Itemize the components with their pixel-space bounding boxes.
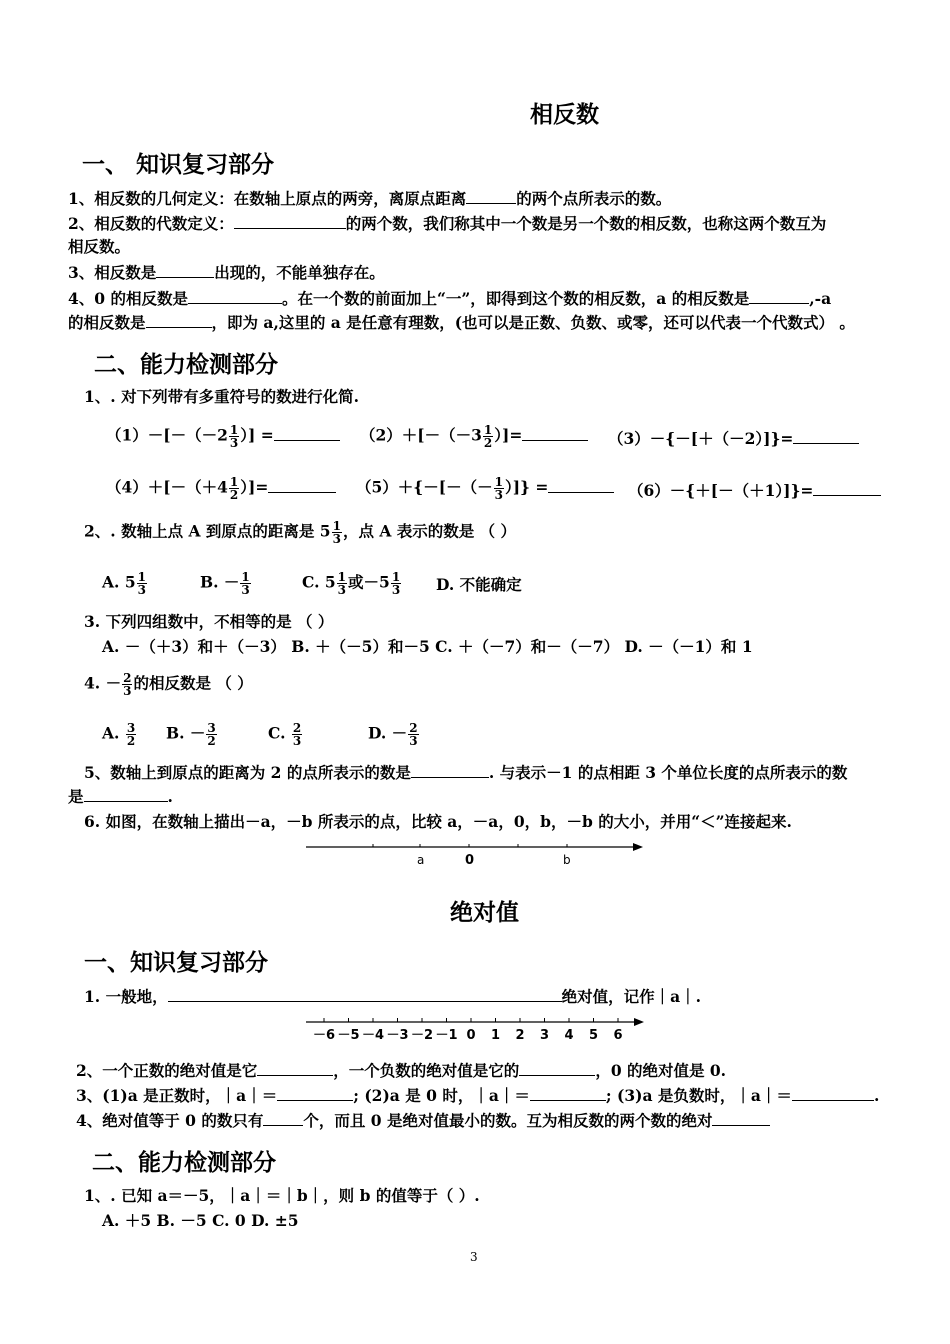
denominator: 3: [292, 734, 302, 748]
text: 2、相反数的代数定义：: [68, 214, 234, 233]
answer-blank[interactable]: [277, 1085, 353, 1101]
numerator: 1: [494, 475, 503, 489]
text: ）]=: [240, 477, 269, 497]
answer-blank[interactable]: [268, 477, 336, 493]
answer-blank[interactable]: [548, 477, 614, 493]
denominator: 2: [126, 734, 136, 748]
problem-6: [628, 480, 881, 501]
text: 1、相反数的几何定义：在数轴上原点的两旁，离原点距离: [68, 189, 467, 208]
text: ; (2)a 是 0 时，｜a｜＝: [353, 1086, 530, 1105]
denominator: 3: [332, 532, 341, 546]
answer-blank[interactable]: [792, 1085, 874, 1101]
answer-blank[interactable]: [188, 288, 282, 304]
text: 5、数轴上到原点的距离为 2 的点所表示的数是: [84, 763, 411, 782]
text: ）]} =: [504, 477, 549, 497]
review-q3: [68, 262, 385, 283]
text: 个，而且 0 是绝对值最小的数。互为相反数的两个数的绝对: [303, 1111, 713, 1130]
numerator: 1: [337, 570, 347, 584]
text: ）]=: [494, 425, 523, 445]
denominator: 3: [409, 734, 418, 748]
text: 1. 一般地，: [84, 987, 168, 1006]
axis-tick-label: 4: [564, 1028, 574, 1043]
q4-option-d[interactable]: [368, 722, 420, 747]
arrow-head: [634, 1018, 644, 1026]
axis-tick-label: 2: [515, 1028, 525, 1043]
axis-tick-label: －5: [337, 1028, 360, 1043]
axis-tick-label: －1: [435, 1028, 458, 1043]
text: 的两个点所表示的数。: [516, 189, 672, 208]
text: ，即为 a,这里的 a 是任意有理数，(也可以是正数、负数、或零，还可以代表一个代数式） 。: [211, 313, 855, 332]
text: ，点 A 表示的数是 （ ）: [342, 521, 517, 541]
fraction: [126, 722, 136, 747]
text: B. －: [166, 723, 206, 743]
numerator: 3: [126, 721, 136, 735]
numerator: 1: [391, 570, 401, 584]
review-q1: [68, 188, 671, 209]
problem-3: [608, 428, 859, 449]
text: 4、0 的相反数是: [68, 289, 188, 308]
q4-option-c[interactable]: [268, 722, 303, 747]
axis-tick-label: 0: [466, 1028, 476, 1043]
ability-q4: [84, 672, 253, 697]
page-number: 3: [470, 1250, 478, 1264]
fraction: [483, 424, 493, 449]
text: 或－5: [348, 572, 390, 592]
numerator: 1: [229, 423, 239, 437]
abs-ability-q1: 1、. 已知 a＝－5，｜a｜＝｜b｜，则 b 的值等于（ ）.: [84, 1186, 480, 1205]
fraction: [229, 424, 239, 449]
numerator: 2: [292, 721, 302, 735]
text: .: [167, 787, 173, 806]
axis-tick-label: －3: [386, 1028, 409, 1043]
answer-blank[interactable]: [257, 1060, 333, 1076]
answer-blank[interactable]: [466, 188, 516, 204]
numerator: 1: [332, 519, 341, 533]
answer-blank[interactable]: [813, 480, 881, 496]
text: . 与表示－1 的点相距 3 个单位长度的点所表示的数: [488, 763, 848, 782]
numerator: 2: [123, 671, 132, 685]
abs-review-q2: [76, 1060, 726, 1081]
q4-option-a[interactable]: [102, 722, 137, 747]
axis-tick-label: －4: [361, 1028, 385, 1043]
ability-q5-cont: [68, 786, 173, 807]
text: ，一个负数的绝对值是它的: [333, 1061, 520, 1080]
denominator: 3: [337, 583, 347, 597]
axis-tick-label: －2: [410, 1028, 434, 1043]
text: （6）－{＋[－（＋1）]}=: [628, 481, 814, 500]
numerator: 1: [137, 570, 146, 584]
answer-blank[interactable]: [84, 786, 168, 802]
denominator: 3: [137, 583, 146, 597]
fraction: [292, 722, 302, 747]
answer-blank[interactable]: [530, 1085, 606, 1101]
answer-blank[interactable]: [749, 288, 809, 304]
answer-blank[interactable]: [234, 213, 346, 229]
denominator: 2: [483, 436, 493, 450]
text: （3）－{－[＋（－2）]}=: [608, 429, 794, 448]
fraction: [332, 520, 342, 545]
text: （1）－[－（－2: [106, 425, 228, 445]
text: ）] =: [240, 425, 274, 445]
abs-review-q3: [76, 1085, 879, 1106]
problem-2: [360, 424, 588, 449]
text: D. －: [368, 723, 408, 743]
fraction: [408, 722, 418, 747]
q2-option-d[interactable]: D. 不能确定: [436, 575, 522, 594]
review-q4: [68, 288, 831, 309]
text: .: [873, 1086, 880, 1105]
label-zero: 0: [465, 853, 475, 868]
axis-tick-label: 5: [588, 1028, 599, 1043]
problem-1: [106, 424, 340, 449]
fraction: [122, 672, 132, 697]
answer-blank[interactable]: [519, 1060, 595, 1076]
abs-q1-options[interactable]: A. ＋5 B. －5 C. 0 D. ±5: [102, 1211, 299, 1230]
number-line-figure: [300, 836, 650, 870]
fraction: [391, 571, 401, 596]
review-q4-cont: [68, 312, 855, 333]
text: 的相反数是: [68, 313, 146, 332]
ability-q6: 6. 如图，在数轴上描出－a，－b 所表示的点，比较 a，－a，0，b，－b 的大小，并用“＜”连接起来.: [84, 812, 792, 831]
section-heading: 一、知识复习部分: [84, 949, 268, 976]
arrow-head: [633, 843, 643, 851]
ability-q5: [84, 762, 847, 783]
section-heading: 二、能力检测部分: [94, 351, 278, 378]
text: （4）＋[－（＋4: [106, 477, 228, 497]
q2-option-c[interactable]: [302, 571, 402, 596]
text: A. 5: [102, 572, 136, 592]
answer-blank[interactable]: [156, 262, 214, 278]
denominator: 3: [123, 684, 132, 698]
text: 4、绝对值等于 0 的数只有: [76, 1111, 264, 1130]
axis-tick-label: 6: [613, 1028, 623, 1043]
ability-q3: 3. 下列四组数中，不相等的是 （ ）: [84, 612, 334, 631]
review-q2-cont: 相反数。: [68, 237, 131, 256]
numerator: 1: [483, 423, 493, 437]
ability-q2: [84, 520, 516, 545]
fraction: [337, 571, 347, 596]
denominator: 3: [391, 583, 401, 597]
text: （2）＋[－（－3: [360, 425, 482, 445]
text: 的相反数是 （ ）: [133, 673, 253, 693]
denominator: 3: [229, 436, 239, 450]
text: 4. －: [84, 673, 122, 693]
problem-5: [356, 476, 614, 501]
text: 3、相反数是: [68, 263, 157, 282]
answer-blank[interactable]: [146, 312, 212, 328]
text: B. －: [200, 572, 240, 592]
text: C. 5: [302, 572, 336, 592]
answer-blank[interactable]: [263, 1110, 303, 1126]
q4-option-b[interactable]: [166, 722, 218, 747]
text: ; (3)a 是负数时，｜a｜＝: [605, 1086, 792, 1105]
denominator: 3: [241, 583, 250, 597]
answer-blank[interactable]: [168, 986, 562, 1002]
text: 2、一个正数的绝对值是它: [76, 1061, 258, 1080]
text: 绝对值，记作｜a｜.: [561, 987, 702, 1006]
answer-blank[interactable]: [522, 425, 588, 441]
axis-tick-label: 1: [490, 1028, 501, 1043]
denominator: 2: [229, 488, 239, 502]
text: 的两个数，我们称其中一个数是另一个数的相反数，也称这两个数互为: [345, 214, 827, 233]
label-b: b: [563, 853, 571, 867]
text: C.: [268, 723, 286, 743]
text: 。在一个数的前面加上“一”，即得到这个数的相反数，a 的相反数是: [281, 289, 750, 308]
answer-blank[interactable]: [793, 428, 859, 444]
page-title: 相反数: [530, 101, 599, 128]
section-heading: 二、能力检测部分: [92, 1149, 276, 1176]
page-title-2: 绝对值: [450, 899, 519, 926]
text: A.: [102, 723, 120, 743]
ability-q1: 1、. 对下列带有多重符号的数进行化简.: [84, 387, 359, 406]
numerator: 3: [207, 721, 216, 735]
q3-options[interactable]: A. －（＋3）和＋（－3） B. ＋（－5）和－5 C. ＋（－7）和－（－7） D. －（－1）和 1: [102, 637, 753, 656]
fraction: [206, 722, 216, 747]
text: 3、(1)a 是正数时，｜a｜＝: [76, 1086, 278, 1105]
denominator: 3: [494, 488, 503, 502]
label-a: a: [417, 853, 425, 867]
text: 2、. 数轴上点 A 到原点的距离是 5: [84, 521, 331, 541]
answer-blank[interactable]: [274, 425, 340, 441]
text: 出现的，不能单独存在。: [214, 263, 385, 282]
numerator: 1: [241, 570, 250, 584]
numerator: 2: [409, 721, 418, 735]
fraction: [137, 571, 147, 596]
fraction: [229, 476, 239, 501]
fraction: [494, 476, 504, 501]
text: 是: [68, 787, 84, 806]
q2-option-a[interactable]: [102, 571, 148, 596]
numerator: 1: [229, 475, 239, 489]
axis-tick-label: －6: [312, 1028, 336, 1043]
denominator: 2: [207, 734, 216, 748]
problem-4: [106, 476, 336, 501]
text: ,-a: [809, 289, 832, 308]
section-heading: 一、 知识复习部分: [82, 151, 275, 178]
fraction: [240, 571, 250, 596]
text: （5）＋{－[－（－: [356, 477, 493, 497]
abs-review-q1: [84, 986, 701, 1007]
q2-option-b[interactable]: [200, 571, 252, 596]
integer-number-line: [300, 1014, 650, 1044]
text: ，0 的绝对值是 0.: [595, 1061, 727, 1080]
answer-blank[interactable]: [712, 1110, 770, 1126]
answer-blank[interactable]: [411, 762, 489, 778]
abs-review-q4: [76, 1110, 770, 1131]
review-q2: [68, 213, 826, 234]
axis-tick-label: 3: [539, 1028, 550, 1043]
